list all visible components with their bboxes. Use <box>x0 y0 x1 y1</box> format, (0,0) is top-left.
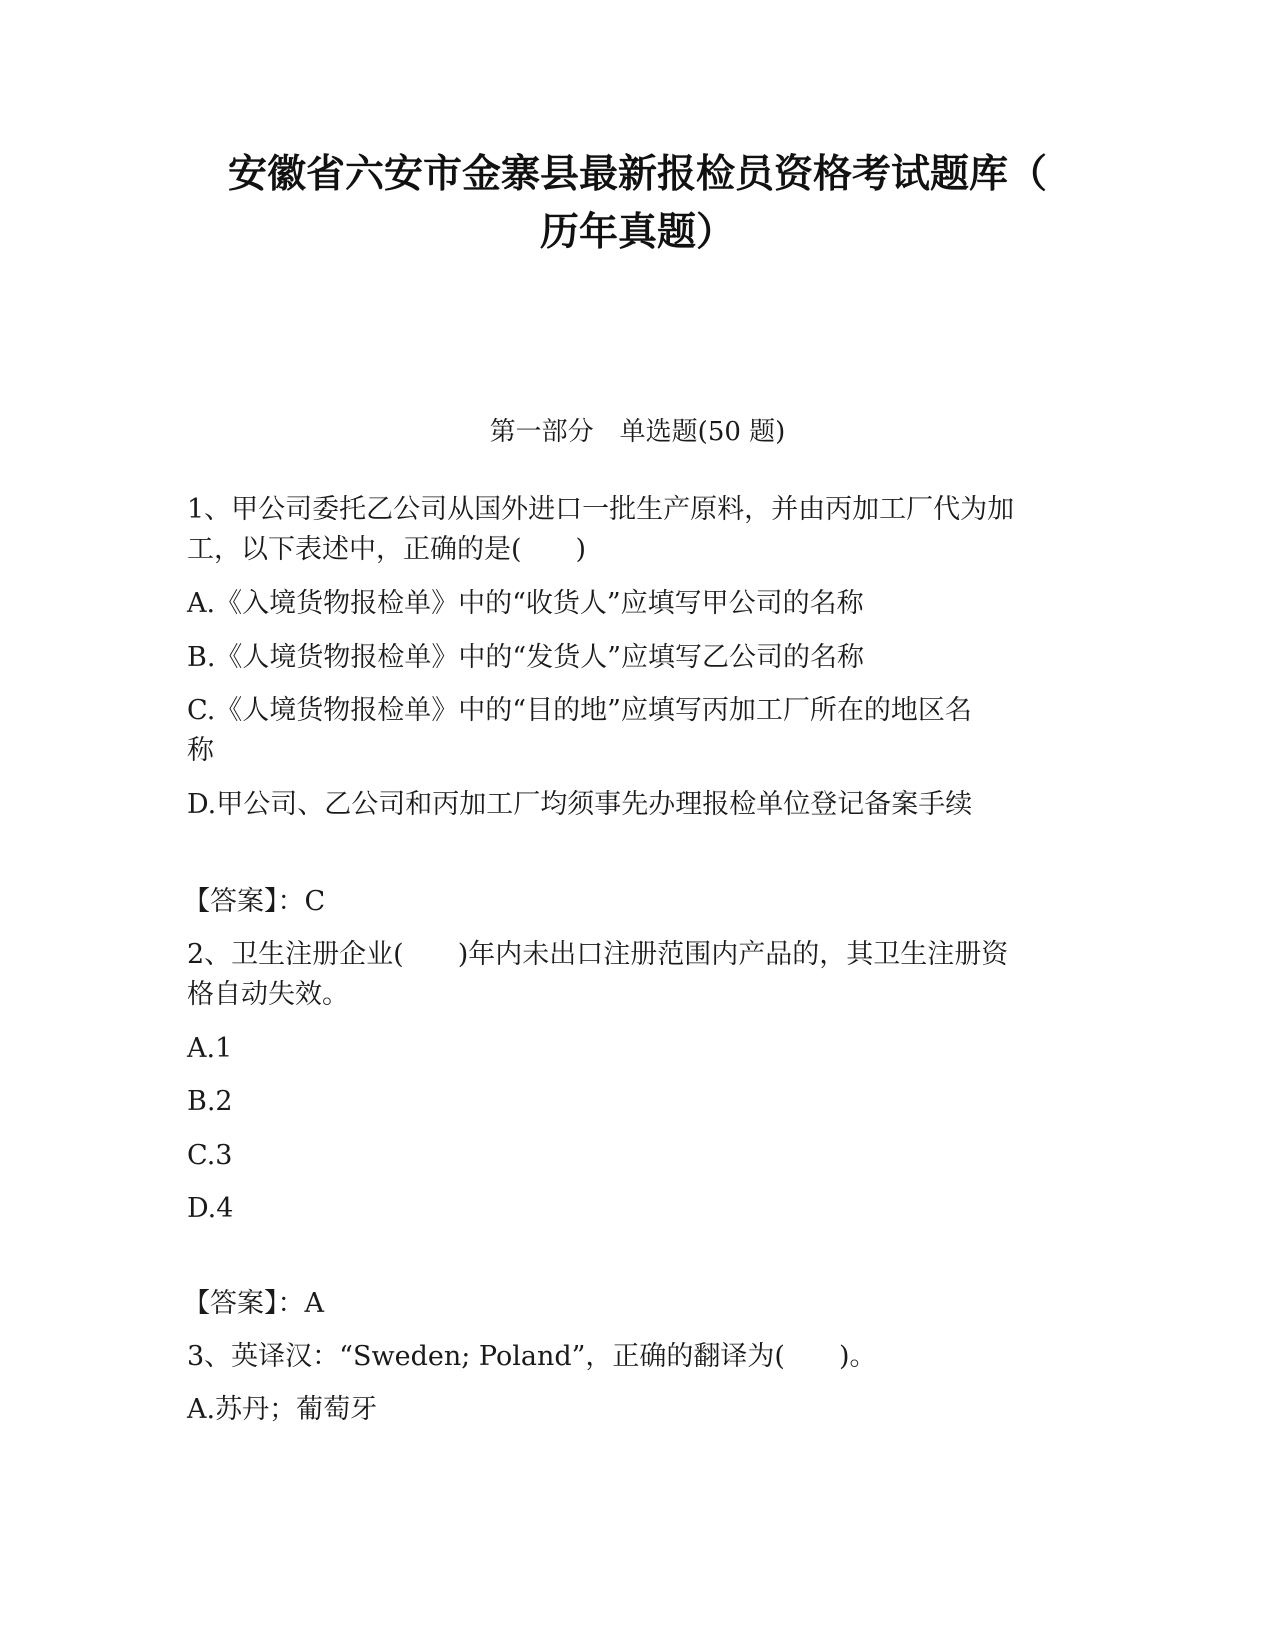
title-line-2: 历年真题） <box>539 210 735 255</box>
question-1-option-d: D.甲公司、乙公司和丙加工厂均须事先办理报检单位登记备案手续 <box>187 789 973 820</box>
section-heading: 第一部分 单选题(50 题) <box>489 417 786 447</box>
question-2-stem <box>187 935 1087 1015</box>
document-title <box>150 146 1125 262</box>
question-2-option-c: C.3 <box>187 1140 233 1171</box>
question-1-stem-line-1: 1、甲公司委托乙公司从国外进口一批生产原料，并由丙加工厂代为加 <box>187 494 1015 525</box>
question-1-option-c-line-1: C.《人境货物报检单》中的“目的地”应填写丙加工厂所在的地区名 <box>187 695 972 726</box>
question-1-option-a: A.《入境货物报检单》中的“收货人”应填写甲公司的名称 <box>187 588 864 619</box>
question-2-stem-line-2: 格自动失效。 <box>187 979 349 1010</box>
question-2-option-b: B.2 <box>187 1086 233 1117</box>
question-3-stem: 3、英译汉：“Sweden; Poland”，正确的翻译为( )。 <box>187 1341 877 1372</box>
question-1-option-c-line-2: 称 <box>187 735 214 766</box>
question-1-option-b: B.《人境货物报检单》中的“发货人”应填写乙公司的名称 <box>187 642 865 673</box>
question-1-stem <box>187 490 1087 570</box>
question-1-option-c <box>187 691 1087 771</box>
question-2-stem-line-1: 2、卫生注册企业( )年内未出口注册范围内产品的，其卫生注册资 <box>187 939 1009 970</box>
question-2-option-a: A.1 <box>187 1033 233 1064</box>
question-2-answer: 【答案】：A <box>183 1288 324 1319</box>
title-line-1: 安徽省六安市金寨县最新报检员资格考试题库（ <box>227 152 1047 197</box>
question-2-option-d: D.4 <box>187 1193 234 1224</box>
question-3-option-a: A.苏丹；葡萄牙 <box>187 1394 378 1425</box>
question-1-answer: 【答案】：C <box>183 886 326 917</box>
question-1-stem-line-2: 工，以下表述中，正确的是( ) <box>187 534 587 565</box>
